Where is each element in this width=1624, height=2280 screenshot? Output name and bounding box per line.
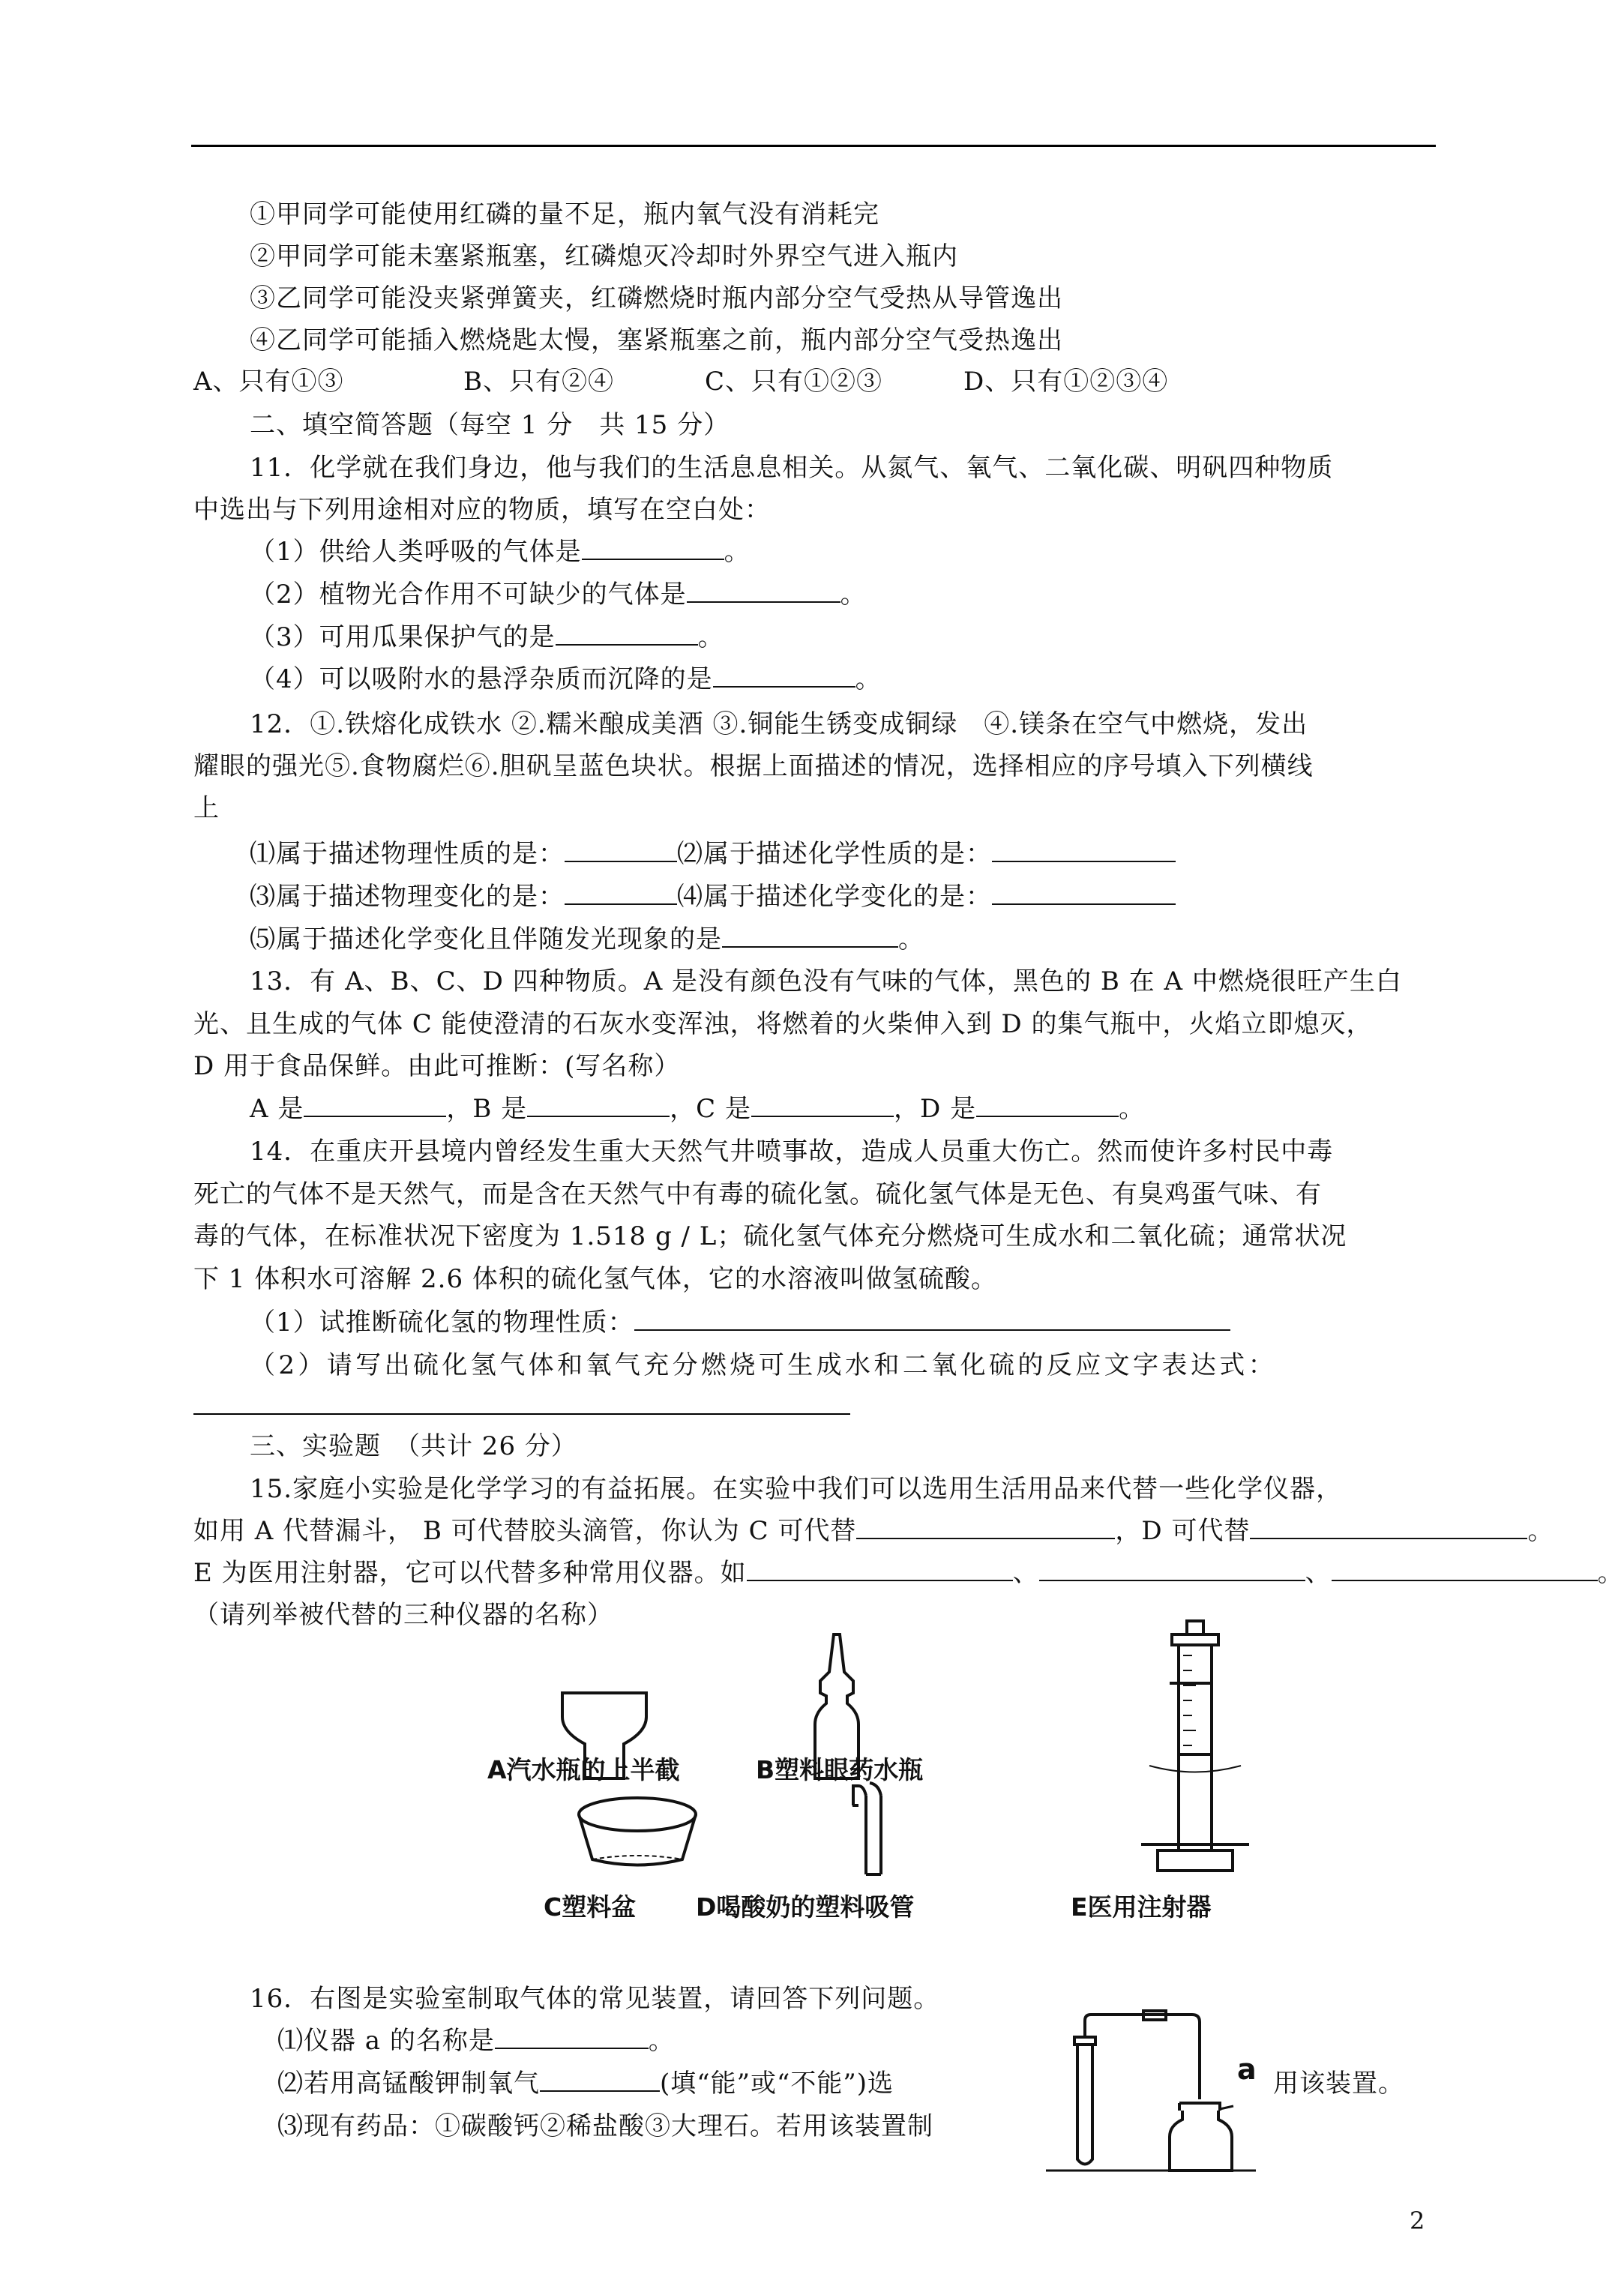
q15-blank-e3[interactable] xyxy=(1332,1557,1598,1581)
period: 。 xyxy=(724,537,751,567)
q15-stem-1: 15.家庭小实验是化学学习的有益拓展。在实验中我们可以选用生活用品来代替一些化学仪器， xyxy=(250,1474,1343,1504)
q12-stem-2: 耀眼的强光⑤.食物腐烂⑥.胆矾呈蓝色块状。根据上面描述的情况，选择相应的序号填入下列横线 xyxy=(193,751,1314,781)
q15-blank-c[interactable] xyxy=(856,1515,1115,1539)
label-a: a xyxy=(1237,2053,1257,2086)
q12-row-3 xyxy=(250,921,924,957)
period: 。 xyxy=(1597,1558,1624,1588)
q15-stem-2 xyxy=(193,1513,1554,1549)
q13-answers xyxy=(250,1091,1145,1127)
q10-option-2: ②甲同学可能未塞紧瓶塞，红磷熄灭冷却时外界空气进入瓶内 xyxy=(250,241,958,271)
q11-item-1-text: （1）供给人类呼吸的气体是 xyxy=(250,537,582,567)
q12-blank-1[interactable] xyxy=(565,838,677,862)
period: 。 xyxy=(898,924,924,954)
q12-blank-2[interactable] xyxy=(992,838,1176,862)
q14-stem-4: 下 1 体积水可溶解 2.6 体积的硫化氢气体，它的水溶液叫做氢硫酸。 xyxy=(193,1264,997,1294)
q16-part-2 xyxy=(277,2066,894,2102)
q10-option-3: ③乙同学可能没夹紧弹簧夹，红磷燃烧时瓶内部分空气受热从导管逸出 xyxy=(250,283,1063,313)
q14-stem-2: 死亡的气体不是天然气，而是含在天然气中有毒的硫化氢。硫化氢气体是无色、有臭鸡蛋气味、有 xyxy=(193,1179,1322,1209)
q11-blank-2[interactable] xyxy=(687,579,840,603)
q10-option-1: ①甲同学可能使用红磷的量不足，瓶内氧气没有消耗完 xyxy=(250,199,879,229)
separator: 、 xyxy=(1305,1558,1332,1588)
q13-stem-3: D 用于食品保鲜。由此可推断：(写名称） xyxy=(193,1051,681,1081)
q13-stem-2: 光、且生成的气体 C 能使澄清的石灰水变浑浊，将燃着的火柴伸入到 D 的集气瓶中，火焰立即熄灭， xyxy=(193,1009,1373,1039)
q16-blank-2[interactable] xyxy=(540,2068,660,2092)
q16-part-2-end: 用该装置。 xyxy=(1273,2069,1404,2099)
header-rule xyxy=(191,145,1436,147)
caption-d: D喝酸奶的塑料吸管 xyxy=(696,1892,915,1922)
caption-e: E医用注射器 xyxy=(1071,1892,1212,1922)
q14-answer-line[interactable] xyxy=(193,1413,850,1415)
q16-part-3: ⑶现有药品：①碳酸钙②稀盐酸③大理石。若用该装置制 xyxy=(277,2111,933,2141)
period: 。 xyxy=(1119,1094,1146,1124)
q16-apparatus-figure xyxy=(1046,1991,1256,2174)
q13-blank-d[interactable] xyxy=(976,1093,1119,1117)
q13-c-text: ，C 是 xyxy=(670,1094,751,1124)
test-tube-icon xyxy=(1074,2037,1095,2165)
page-number: 2 xyxy=(1410,2207,1425,2235)
q11-stem-2: 中选出与下列用途相对应的物质，填写在空白处： xyxy=(193,495,771,525)
period: 。 xyxy=(1527,1516,1554,1546)
q15-blank-e1[interactable] xyxy=(747,1557,1013,1581)
q13-stem-1: 13．有 A、B、C、D 四种物质。A 是没有颜色没有气味的气体，黑色的 B 在 A 中燃烧很旺产生白 xyxy=(250,966,1402,996)
plastic-basin-icon xyxy=(579,1798,696,1865)
q15-stem-4: （请列举被代替的三种仪器的名称） xyxy=(193,1600,613,1630)
q11-blank-4[interactable] xyxy=(713,664,855,688)
separator: 、 xyxy=(1012,1558,1039,1588)
q10-choice-c: C、只有①②③ xyxy=(705,367,883,397)
q11-blank-1[interactable] xyxy=(582,536,724,560)
q13-blank-b[interactable] xyxy=(527,1093,670,1117)
q15-stem-3a: E 为医用注射器，它可以代替多种常用仪器。如 xyxy=(193,1558,747,1588)
q12-p2-text: ⑵属于描述化学性质的是： xyxy=(677,839,992,869)
q12-stem-3: 上 xyxy=(193,793,220,823)
q15-stem-2b: ，D 可代替 xyxy=(1115,1516,1251,1546)
q11-item-2 xyxy=(250,577,867,613)
q16-stem: 16．右图是实验室制取气体的常见装置，请回答下列问题。 xyxy=(250,1984,940,2014)
q14-stem-3: 毒的气体，在标准状况下密度为 1.518 g / L；硫化氢气体充分燃烧可生成水和二氧化硫；通常状况 xyxy=(193,1221,1347,1251)
delivery-tube-icon xyxy=(1085,2011,1200,2099)
q14-part-1 xyxy=(250,1305,1230,1341)
q13-d-text: ，D 是 xyxy=(894,1094,977,1124)
period: 。 xyxy=(697,622,724,652)
q16-p2b-text: (填“能”或“不能”)选 xyxy=(660,2069,894,2099)
gas-collecting-bottle-icon xyxy=(1170,2103,1233,2171)
q14-stem-1: 14．在重庆开县境内曾经发生重大天然气井喷事故，造成人员重大伤亡。然而使许多村民中毒 xyxy=(250,1137,1334,1167)
q13-b-text: ，B 是 xyxy=(446,1094,528,1124)
q15-blank-e2[interactable] xyxy=(1039,1557,1305,1581)
section2-title: 二、填空简答题（每空 1 分 共 15 分） xyxy=(250,410,730,440)
caption-c: C塑料盆 xyxy=(544,1892,637,1922)
q14-p1-text: （1）试推断硫化氢的物理性质： xyxy=(250,1308,634,1338)
q11-item-4-text: （4）可以吸附水的悬浮杂质而沉降的是 xyxy=(250,664,713,694)
q15-blank-d[interactable] xyxy=(1250,1515,1527,1539)
q10-option-4: ④乙同学可能插入燃烧匙太慢，塞紧瓶塞之前，瓶内部分空气受热逸出 xyxy=(250,325,1063,355)
q11-item-3 xyxy=(250,619,724,655)
caption-a: A汽水瓶的上半截 xyxy=(487,1755,680,1784)
q13-a-text: A 是 xyxy=(250,1094,304,1124)
q10-choice-a: A、只有①③ xyxy=(193,367,344,397)
q12-p5-text: ⑸属于描述化学变化且伴随发光现象的是 xyxy=(250,924,722,954)
q14-blank-1[interactable] xyxy=(634,1307,1230,1331)
q12-row-1 xyxy=(250,836,1176,872)
q11-item-2-text: （2）植物光合作用不可缺少的气体是 xyxy=(250,580,687,610)
section3-title: 三、实验题 （共计 26 分） xyxy=(250,1431,577,1461)
q11-blank-3[interactable] xyxy=(556,622,698,646)
q12-p4-text: ⑷属于描述化学变化的是： xyxy=(677,882,992,912)
q13-blank-a[interactable] xyxy=(304,1093,446,1117)
q12-blank-4[interactable] xyxy=(992,881,1176,905)
q12-p3-text: ⑶属于描述物理变化的是： xyxy=(250,882,565,912)
period: 。 xyxy=(855,664,882,694)
straw-icon xyxy=(852,1783,881,1874)
q11-stem-1: 11．化学就在我们身边，他与我们的生活息息相关。从氮气、氧气、二氧化碳、明矾四种物质 xyxy=(250,453,1334,483)
q16-blank-1[interactable] xyxy=(495,2025,649,2049)
q15-apparatus-figure xyxy=(450,1612,1275,1882)
q15-stem-3 xyxy=(193,1555,1624,1591)
q12-stem-1: 12．①.铁熔化成铁水 ②.糯米酿成美酒 ③.铜能生锈变成铜绿 ④.镁条在空气中燃烧，发出 xyxy=(250,709,1308,739)
q12-blank-3[interactable] xyxy=(565,881,677,905)
q15-stem-2a: 如用 A 代替漏斗， B 可代替胶头滴管，你认为 C 可代替 xyxy=(193,1516,857,1546)
q12-p1-text: ⑴属于描述物理性质的是： xyxy=(250,839,565,869)
period: 。 xyxy=(648,2026,675,2056)
q16-part-1 xyxy=(277,2023,675,2059)
q12-row-2 xyxy=(250,879,1176,915)
q11-item-3-text: （3）可用瓜果保护气的是 xyxy=(250,622,556,652)
q16-p2a-text: ⑵若用高锰酸钾制氧气 xyxy=(277,2069,540,2099)
q16-p1-text: ⑴仪器 a 的名称是 xyxy=(277,2026,495,2056)
period: 。 xyxy=(840,580,867,610)
syringe-icon xyxy=(870,1612,1249,1871)
q11-item-1 xyxy=(250,534,751,570)
q13-blank-c[interactable] xyxy=(751,1093,894,1117)
q10-choice-d: D、只有①②③④ xyxy=(963,367,1169,397)
q12-blank-5[interactable] xyxy=(722,924,898,948)
caption-b: B塑料眼药水瓶 xyxy=(756,1755,924,1784)
q10-choice-b: B、只有②④ xyxy=(463,367,614,397)
q11-item-4 xyxy=(250,661,882,697)
q14-part-2: （2）请写出硫化氢气体和氧气充分燃烧可生成水和二氧化硫的反应文字表达式： xyxy=(250,1350,1278,1380)
